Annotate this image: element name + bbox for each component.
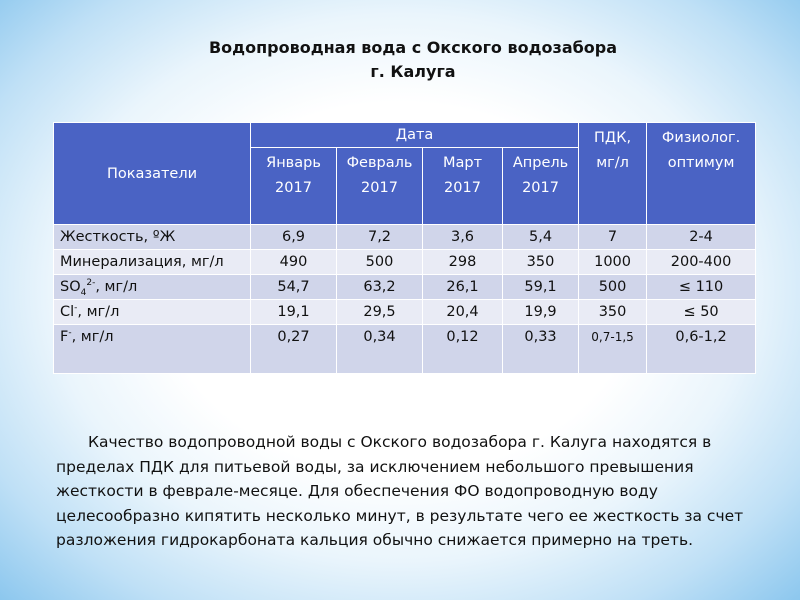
table-cell: 0,33	[503, 325, 579, 374]
table-cell: 0,12	[423, 325, 503, 374]
header-month: Февраль 2017	[337, 148, 423, 225]
table-cell: 29,5	[337, 300, 423, 325]
row-label: Минерализация, мг/л	[54, 250, 251, 275]
table-cell: 490	[251, 250, 337, 275]
table-row	[54, 300, 756, 325]
table-cell: 19,1	[251, 300, 337, 325]
header-month: Апрель 2017	[503, 148, 579, 225]
row-label: Жесткость, ºЖ	[54, 225, 251, 250]
optimum-cell: 200-400	[647, 250, 756, 275]
table-cell: 54,7	[251, 275, 337, 300]
pdk-cell: 0,7-1,5	[579, 325, 647, 374]
table-row	[54, 225, 756, 250]
table-cell: 0,27	[251, 325, 337, 374]
pdk-cell: 500	[579, 275, 647, 300]
header-pdk: ПДК, мг/л	[579, 123, 647, 225]
table-cell: 500	[337, 250, 423, 275]
table-cell: 298	[423, 250, 503, 275]
row-label: Cl-, мг/л	[54, 300, 251, 325]
table-cell: 350	[503, 250, 579, 275]
header-physio-optimum: Физиолог. оптимум	[647, 123, 756, 225]
table-cell: 20,4	[423, 300, 503, 325]
table-cell: 59,1	[503, 275, 579, 300]
table-cell: 19,9	[503, 300, 579, 325]
header-month: Март 2017	[423, 148, 503, 225]
table-cell: 6,9	[251, 225, 337, 250]
table-cell: 5,4	[503, 225, 579, 250]
table-cell: 3,6	[423, 225, 503, 250]
pdk-cell: 1000	[579, 250, 647, 275]
optimum-cell: ≤ 50	[647, 300, 756, 325]
table-cell: 7,2	[337, 225, 423, 250]
optimum-cell: ≤ 110	[647, 275, 756, 300]
table-row	[54, 250, 756, 275]
table-row	[54, 325, 756, 374]
header-date: Дата	[251, 123, 579, 148]
conclusion-paragraph: Качество водопроводной воды с Окского водозабора г. Калуга находятся в пределах ПДК для питьевой воды, за исключением небольшого превышения жесткости в феврале-месяце. Для обеспечения ФО водопроводную воду целесообразно кипятить несколько минут, в результате чего ее жесткость за счет разложения гидрокарбоната кальция обычно снижается примерно на треть.	[56, 433, 744, 549]
title-line-1: Водопроводная вода с Окского водозабора	[208, 38, 618, 57]
pdk-cell: 350	[579, 300, 647, 325]
table-cell: 63,2	[337, 275, 423, 300]
pdk-cell: 7	[579, 225, 647, 250]
table-row	[54, 275, 756, 300]
water-quality-table	[53, 122, 756, 374]
slide-title	[0, 36, 800, 84]
title-line-2: г. Калуга	[370, 62, 456, 81]
optimum-cell: 2-4	[647, 225, 756, 250]
header-indicator: Показатели	[54, 123, 251, 225]
table-cell: 0,34	[337, 325, 423, 374]
optimum-cell: 0,6-1,2	[647, 325, 756, 374]
header-month: Январь 2017	[251, 148, 337, 225]
row-label: F-, мг/л	[54, 325, 251, 374]
table-cell: 26,1	[423, 275, 503, 300]
row-label: $SO_4^{2-}$, мг/л	[54, 275, 251, 300]
